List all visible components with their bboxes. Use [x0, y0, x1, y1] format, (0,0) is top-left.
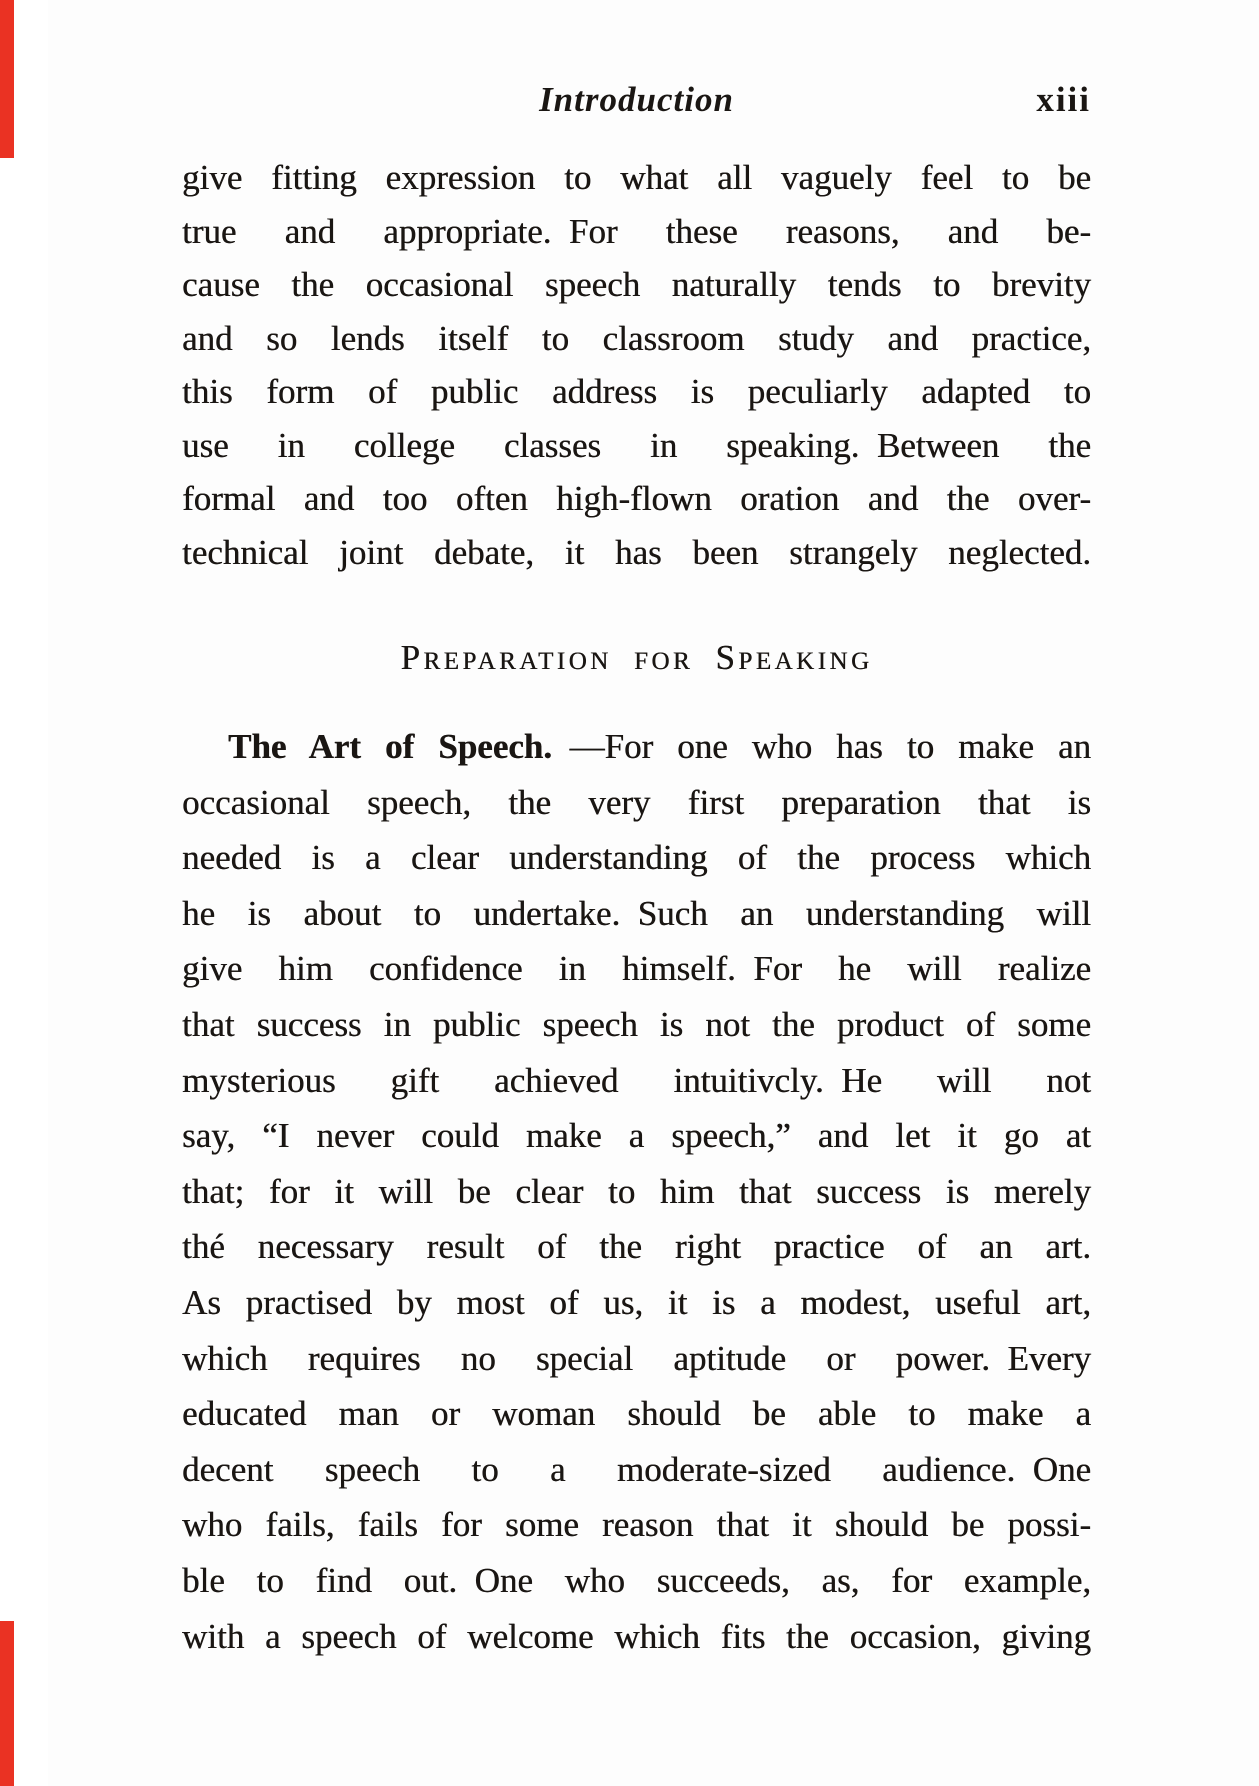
text-line: that success in public speech is not the product of some [182, 1004, 1091, 1044]
scan-artifact-red-bar-bottom [0, 1621, 14, 1786]
text-line: give him confidence in himself. For he will realize [182, 949, 1091, 989]
text-line: technical joint debate, it has been strangely neglected. [182, 532, 1091, 572]
section-heading: Preparation for Speaking [400, 638, 873, 677]
text-line: he is about to undertake. Such an understanding will [182, 893, 1091, 933]
scan-artifact-red-bar-top [0, 0, 14, 158]
text-line: mysterious gift achieved intuitivcly. He will not [182, 1060, 1091, 1100]
text-line: occasional speech, the very first preparation that is [182, 782, 1091, 822]
paragraph-continuation [182, 151, 1091, 579]
text-line: this form of public address is peculiarly adapted to [182, 372, 1091, 411]
bold-lead-in: The Art of Speech. [228, 727, 552, 766]
text-line-with-lead [182, 719, 1091, 775]
running-header [182, 80, 1091, 124]
text-line: say, “I never could make a speech,” and let it go at [182, 1116, 1091, 1156]
text-line: true and appropriate. For these reasons, and be- [182, 211, 1091, 251]
text-line: ble to find out. One who succeeds, as, for example, [182, 1560, 1091, 1600]
chapter-running-title: Introduction [539, 80, 734, 119]
text-line: give fitting expression to what all vaguely feel to be [182, 158, 1091, 197]
text-line: who fails, fails for some reason that it should be possi- [182, 1505, 1091, 1545]
text-line: decent speech to a moderate-sized audience. One [182, 1449, 1091, 1489]
text-line: thé necessary result of the right practice of an art. [182, 1227, 1091, 1267]
paragraph-art-of-speech [182, 719, 1091, 1664]
text-line: and so lends itself to classroom study and practice, [182, 318, 1091, 358]
text-line: formal and too often high-flown oration and the over- [182, 479, 1091, 518]
text-line: use in college classes in speaking. Between the [182, 425, 1091, 465]
lead-in-rest: —For one who has to make an [551, 727, 1091, 766]
text-line: that; for it will be clear to him that success is merely [182, 1171, 1091, 1211]
text-line: needed is a clear understanding of the process which [182, 838, 1091, 878]
text-line: educated man or woman should be able to make a [182, 1394, 1091, 1434]
page-number: xiii [1036, 80, 1091, 119]
text-line: which requires no special aptitude or power. Every [182, 1338, 1091, 1378]
text-line: cause the occasional speech naturally tends to brevity [182, 265, 1091, 304]
text-line: As practised by most of us, it is a modest, useful art, [182, 1282, 1091, 1322]
text-line: with a speech of welcome which fits the occasion, giving [182, 1616, 1091, 1656]
